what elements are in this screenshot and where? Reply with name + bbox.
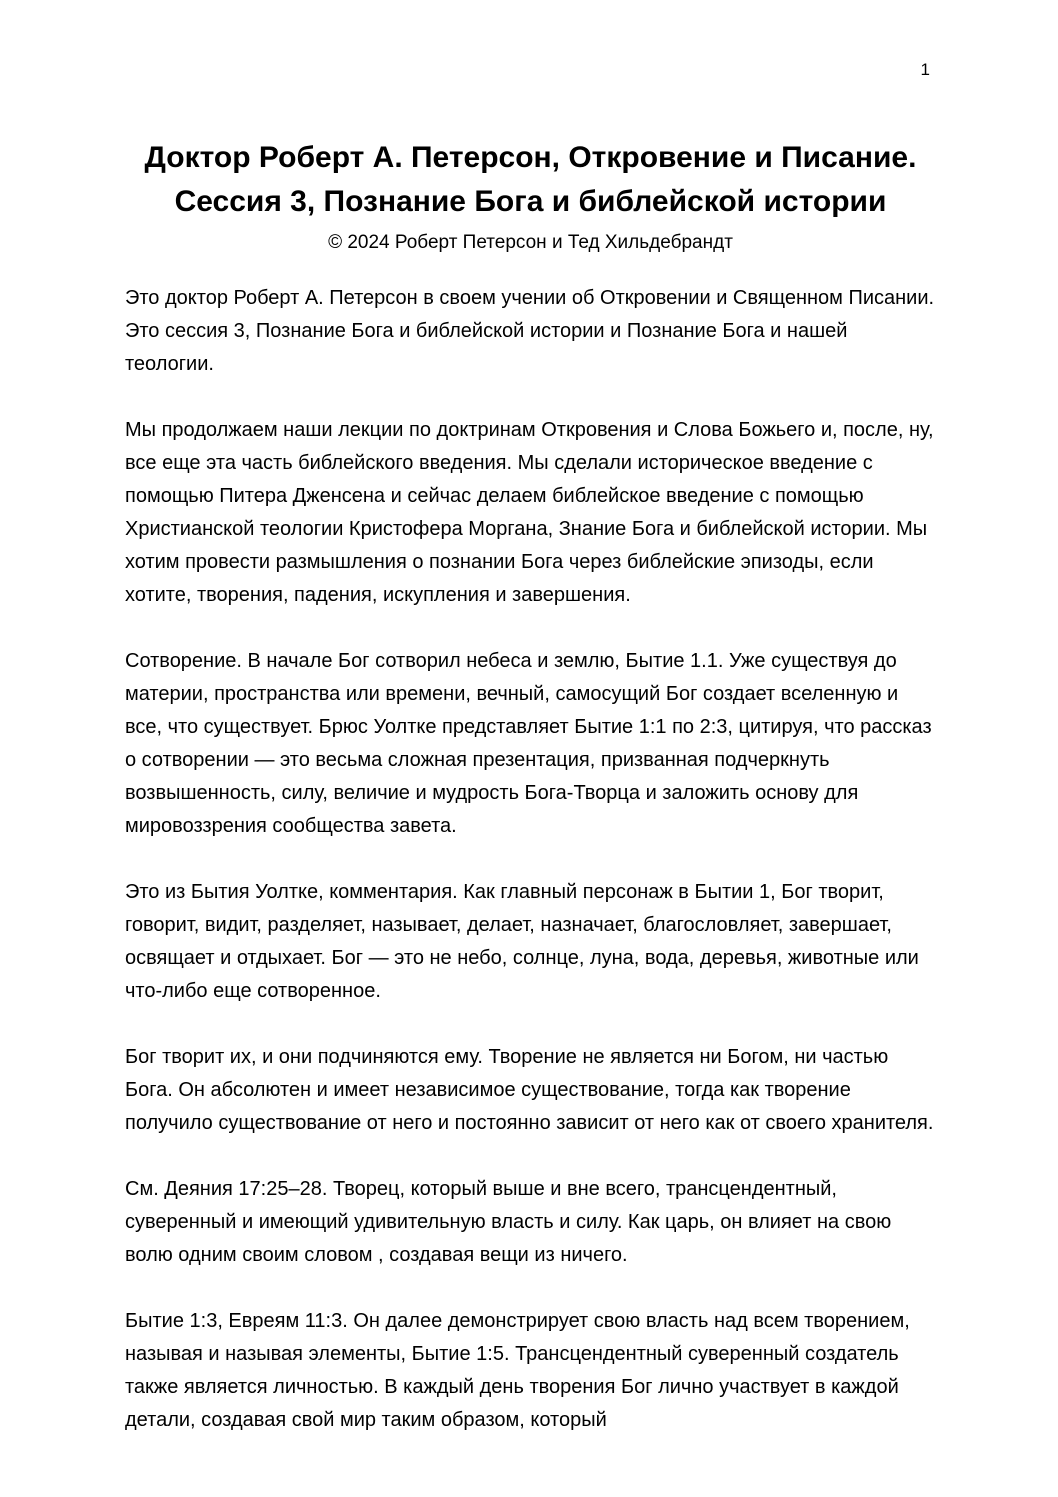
paragraph: Это доктор Роберт А. Петерсон в своем учении об Откровении и Священном Писании. Это сессия 3, Познание Бога и библейской истории и Познание Бога и нашей теологии. [125,287,935,375]
paragraph: Это из Бытия Уолтке, комментария. Как главный персонаж в Бытии 1, Бог творит, говорит, видит, разделяет, называет, делает, назначает, благословляет, завершает, освящает и отдыхает. Бог — это не небо, солнце, луна, вода, деревья, животные или что-либо еще сотворенное. [125,881,919,1002]
document-content [125,58,936,1437]
document-title [125,136,936,224]
title-line-2: Сессия 3, Познание Бога и библейской истории [174,185,887,218]
paragraph: Бытие 1:3, Евреям 11:3. Он далее демонстрирует свою власть над всем творением, называя и называя элементы, Бытие 1:5. Трансцендентный суверенный создатель также является личностью. В каждый день творения Бог лично участвует в каждой детали, создавая свой мир таким образом, который [125,1310,910,1431]
title-line-1: Доктор Роберт А. Петерсон, Откровение и Писание. [144,141,917,174]
paragraph: См. Деяния 17:25–28. Творец, который выше и вне всего, трансцендентный, суверенный и имеющий удивительную власть и силу. Как царь, он влияет на свою волю одним своим словом , создавая вещи из ничего. [125,1178,892,1266]
paragraph: Бог творит их, и они подчиняются ему. Творение не является ни Богом, ни частью Бога. Он абсолютен и имеет независимое существование, тогда как творение получило существование от него и постоянно зависит от него как от своего хранителя. [125,1046,934,1134]
paragraph: Мы продолжаем наши лекции по доктринам Откровения и Слова Божьего и, после, ну, все еще эта часть библейского введения. Мы сделали историческое введение с помощью Питера Дженсена и сейчас делаем библейское введение с помощью Христианской теологии Кристофера Моргана, Знание Бога и библейской истории. Мы хотим провести размышления о познании Бога через библейские эпизоды, если хотите, творения, падения, искупления и завершения. [125,419,934,606]
page-number: 1 [920,60,930,79]
paragraphs-container [125,282,936,1437]
copyright-line: © 2024 Роберт Петерсон и Тед Хильдебрандт [328,232,733,253]
paragraph: Сотворение. В начале Бог сотворил небеса и землю, Бытие 1.1. Уже существуя до материи, пространства или времени, вечный, самосущий Бог создает вселенную и все, что существует. Брюс Уолтке представляет Бытие 1:1 по 2:3, цитируя, что рассказ о сотворении — это весьма сложная презентация, призванная подчеркнуть возвышенность, силу, величие и мудрость Бога-Творца и заложить основу для мировоззрения сообщества завета. [125,650,932,837]
